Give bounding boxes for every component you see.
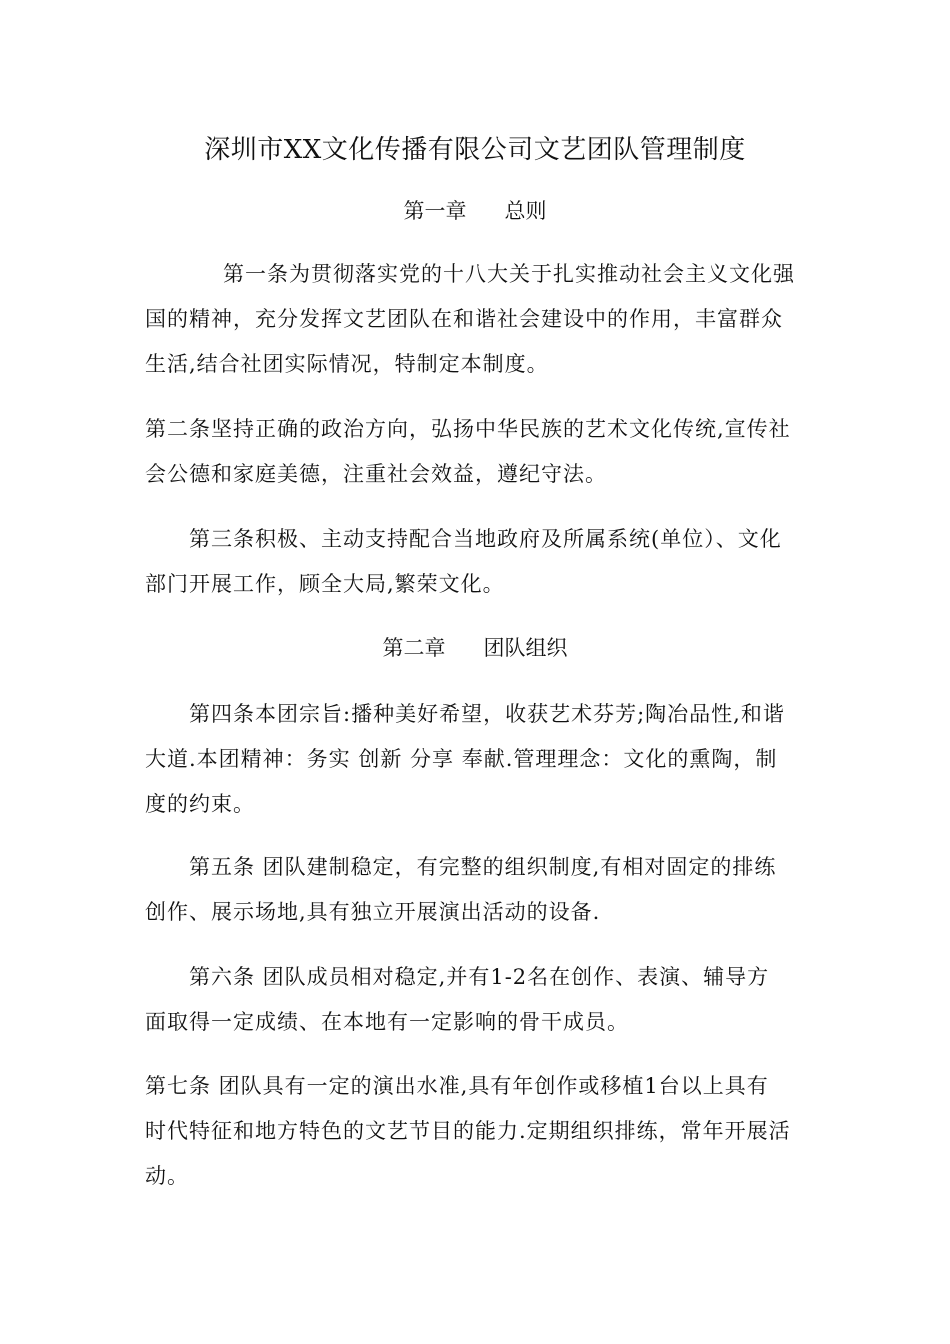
paragraph-line: 部门开展工作，顾全大局,繁荣文化。 — [145, 572, 505, 596]
paragraph-line: 第六条 团队成员相对稳定,并有1-2名在创作、表演、辅导方 — [189, 965, 770, 989]
chapter-heading — [0, 633, 950, 663]
paragraph-line: 第七条 团队具有一定的演出水准,具有年创作或移植1台以上具有 — [145, 1074, 769, 1098]
chapter-name: 总则 — [504, 199, 547, 223]
paragraph-line: 生活,结合社团实际情况，特制定本制度。 — [145, 352, 549, 376]
chapter-heading — [0, 196, 950, 226]
chapter-name: 团队组织 — [483, 636, 568, 660]
paragraph-line: 第三条积极、主动支持配合当地政府及所属系统(单位）、文化 — [189, 527, 782, 551]
document-title: 深圳市XX文化传播有限公司文艺团队管理制度 — [204, 135, 746, 165]
chapter-number: 第一章 — [403, 199, 467, 223]
paragraph-line: 时代特征和地方特色的文艺节目的能力.定期组织排练，常年开展活 — [145, 1119, 791, 1143]
article-paragraph — [145, 1064, 815, 1199]
paragraph-line: 大道.本团精神：务实 创新 分享 奉献.管理理念：文化的熏陶，制 — [145, 747, 778, 771]
paragraph-line: 第五条 团队建制稳定，有完整的组织制度,有相对固定的排练 — [189, 855, 777, 879]
article-paragraph — [145, 517, 815, 607]
article-paragraph — [145, 955, 815, 1045]
paragraph-line: 第二条坚持正确的政治方向，弘扬中华民族的艺术文化传统,宣传社 — [145, 417, 791, 441]
paragraph-line: 度的约束。 — [145, 792, 255, 816]
paragraph-line: 创作、展示场地,具有独立开展演出活动的设备. — [145, 900, 601, 924]
paragraph-line: 第一条为贯彻落实党的十八大关于扎实推动社会主义文化强 — [223, 262, 795, 286]
article-paragraph — [145, 252, 815, 387]
paragraph-line: 面取得一定成绩、在本地有一定影响的骨干成员。 — [145, 1010, 629, 1034]
paragraph-line: 动。 — [145, 1164, 189, 1188]
article-paragraph — [145, 407, 815, 497]
paragraph-line: 国的精神，充分发挥文艺团队在和谐社会建设中的作用，丰富群众 — [145, 307, 783, 331]
chapter-number: 第二章 — [382, 636, 446, 660]
paragraph-line: 第四条本团宗旨:播种美好希望，收获艺术芬芳;陶冶品性,和谐 — [189, 702, 785, 726]
paragraph-line: 会公德和家庭美德，注重社会效益，遵纪守法。 — [145, 462, 607, 486]
article-paragraph — [145, 692, 815, 827]
article-paragraph — [145, 845, 815, 935]
